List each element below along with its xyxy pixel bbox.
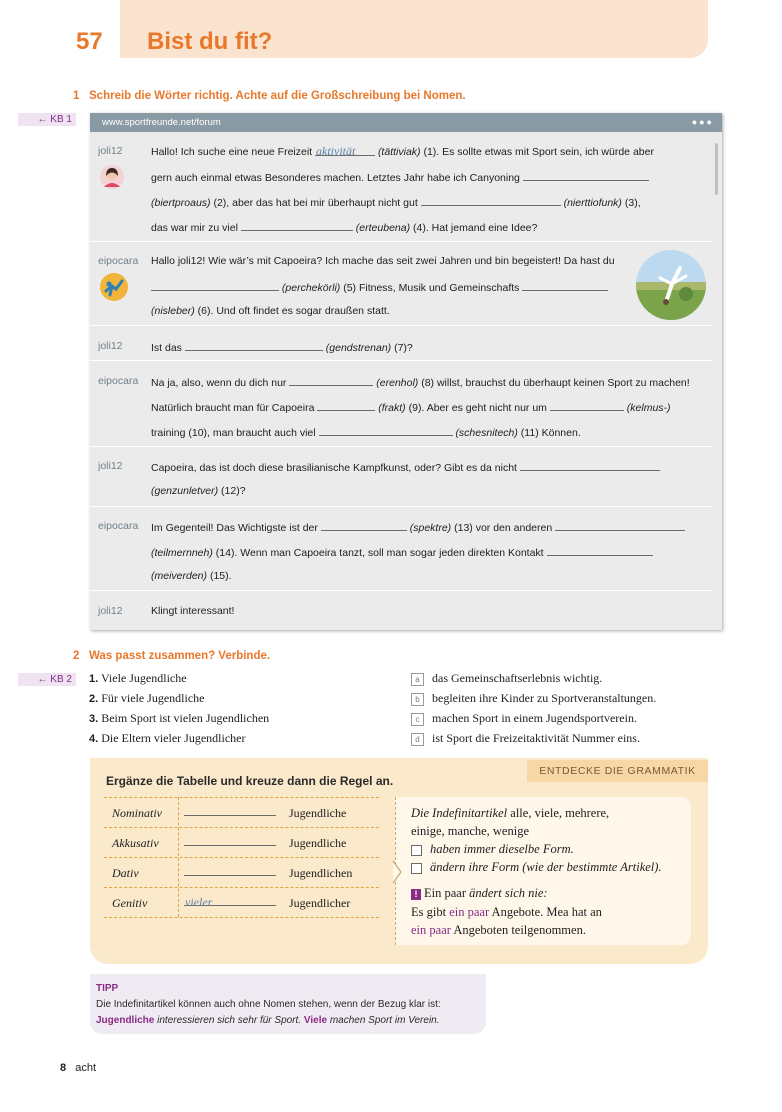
- table-row: Genitiv vieler Jugendlicher: [112, 895, 351, 910]
- post-user: joli12: [98, 145, 123, 157]
- answer-gap[interactable]: [520, 460, 660, 471]
- match-left-item[interactable]: 2. Für viele Jugendliche: [89, 691, 205, 705]
- match-right-item[interactable]: d ist Sport die Freizeitaktivität Nummer eins.: [411, 731, 640, 746]
- tipp-heading: TIPP: [96, 983, 119, 994]
- checkbox[interactable]: [411, 863, 422, 874]
- post-line: (teilmernneh) (14). Wenn man Capoeira tanzt, soll man sogar jeden direkten Kontakt: [151, 545, 653, 559]
- answer-gap[interactable]: [550, 400, 624, 411]
- answer-gap[interactable]: [523, 170, 649, 181]
- rule-example-2: ein paar Angeboten teilgenommen.: [411, 923, 586, 937]
- task1-number: 1: [73, 90, 80, 102]
- post-line: (meiverden) (15).: [151, 570, 232, 582]
- match-left-item[interactable]: 4. Die Eltern vieler Jugendlicher: [89, 731, 246, 745]
- avatar-capoeira-icon: [100, 273, 128, 301]
- rule-option-2[interactable]: ändern ihre Form (wie der bestimmte Artikel).: [411, 860, 662, 875]
- match-right-item[interactable]: a das Gemeinschaftserlebnis wichtig.: [411, 671, 602, 686]
- post-divider: [90, 360, 712, 361]
- post-user: eipocara: [98, 255, 139, 267]
- post-line: Na ja, also, wenn du dich nur (erenhol) (8) willst, brauchst du überhaupt keinen Sport zu machen!: [151, 377, 690, 389]
- task2-instruction: Was passt zusammen? Verbinde.: [89, 650, 271, 662]
- chapter-number-box: [60, 0, 120, 58]
- post-line: Natürlich braucht man für Capoeira (frakt) (9). Aber es geht nicht nur um (kelmus-): [151, 402, 671, 414]
- post-line: Hallo! Ich suche eine neue Freizeit aktivität (tättiviak) (1). Es sollte etwas mit Sport sein, ich würde aber: [151, 144, 654, 158]
- post-user: eipocara: [98, 520, 139, 532]
- post-divider: [90, 325, 712, 326]
- rule-intro-line2: einige, manche, wenige: [411, 824, 530, 838]
- table-gap[interactable]: [184, 865, 276, 876]
- table-gap[interactable]: [184, 805, 276, 816]
- post-line: Klingt interessant!: [151, 605, 235, 617]
- answer-gap[interactable]: [522, 280, 608, 291]
- post-divider: [90, 241, 712, 242]
- grammar-title: Ergänze die Tabelle und kreuze dann die Regel an.: [106, 774, 394, 788]
- match-left-item[interactable]: 1. Viele Jugendliche: [89, 671, 187, 685]
- grammar-tag: ENTDECKE DIE GRAMMATIK: [527, 760, 708, 782]
- answer-gap[interactable]: [319, 425, 453, 436]
- table-row: Akkusativ Jugendliche: [112, 836, 347, 850]
- match-right-item[interactable]: b begleiten ihre Kinder zu Sportveranstaltungen.: [411, 691, 656, 706]
- post-line: Ist das (gendstrenan) (7)?: [151, 342, 413, 354]
- scrollbar-thumb[interactable]: [715, 143, 718, 195]
- post-divider: [90, 446, 712, 447]
- post-line: Hallo joli12! Wie wär’s mit Capoeira? Ich mache das seit zwei Jahren und bin begeistert! Da hast du: [151, 255, 615, 267]
- answer-gap[interactable]: [321, 520, 407, 531]
- checkbox[interactable]: [411, 845, 422, 856]
- page-title: Bist du fit?: [147, 28, 273, 55]
- post-line: gern auch einmal etwas Besonderes machen. Letztes Jahr habe ich Canyoning: [151, 170, 649, 184]
- rule-option-1[interactable]: haben immer dieselbe Form.: [411, 842, 574, 857]
- post-line: (perchekörli) (5) Fitness, Musik und Gemeinschafts: [151, 280, 608, 294]
- page-footer: 8 acht: [60, 1062, 97, 1074]
- avatar-girl-icon: [100, 165, 124, 189]
- url-bar: [90, 113, 722, 132]
- rule-example-1: Es gibt ein paar Angebote. Mea hat an: [411, 905, 602, 919]
- post-user: joli12: [98, 605, 123, 617]
- post-line: Capoeira, das ist doch diese brasilianische Kampfkunst, oder? Gibt es da nicht: [151, 460, 660, 474]
- table-gap[interactable]: [184, 835, 276, 846]
- post-divider: [90, 506, 712, 507]
- answer-gap[interactable]: [241, 220, 353, 231]
- rule-note: ! Ein paar ändert sich nie:: [411, 886, 548, 901]
- chevron-right-icon: [392, 860, 402, 884]
- post-line: training (10), man braucht auch viel (schesnitech) (11) Können.: [151, 427, 581, 439]
- window-menu-icon[interactable]: ●●●: [691, 117, 714, 127]
- kb1-reference: ← KB 1: [18, 113, 76, 126]
- post-line: (biertproaus) (2), aber das hat bei mir überhaupt nicht gut (nierttiofunk) (3),: [151, 197, 641, 209]
- task2-number: 2: [73, 650, 80, 662]
- exclamation-icon: !: [411, 889, 421, 900]
- url-text: www.sportfreunde.net/forum: [102, 117, 221, 128]
- table-row: Nominativ Jugendliche: [112, 806, 347, 820]
- table-gap[interactable]: vieler: [184, 895, 276, 906]
- forum-window: [90, 113, 722, 630]
- answer-gap[interactable]: [547, 545, 653, 556]
- post-user: joli12: [98, 460, 123, 472]
- match-left-item[interactable]: 3. Beim Sport ist vielen Jugendlichen: [89, 711, 270, 725]
- match-right-item[interactable]: c machen Sport in einem Jugendsportverein.: [411, 711, 637, 726]
- answer-gap[interactable]: [151, 280, 279, 291]
- kb2-reference: ← KB 2: [18, 673, 76, 686]
- chapter-number: 57: [76, 28, 103, 55]
- post-line: (genzunletver) (12)?: [151, 485, 246, 497]
- table-line: [104, 917, 379, 918]
- answer-gap[interactable]: [555, 520, 685, 531]
- answer-gap[interactable]: aktivität: [315, 145, 375, 156]
- answer-gap[interactable]: [317, 400, 375, 411]
- rule-intro: Die Indefinitartikel alle, viele, mehrere,: [411, 806, 610, 820]
- post-user: eipocara: [98, 375, 139, 387]
- answer-gap[interactable]: [289, 375, 373, 386]
- tipp-line-2: Jugendliche interessieren sich sehr für Sport. Viele machen Sport im Verein.: [96, 1015, 440, 1026]
- post-user: joli12: [98, 340, 123, 352]
- answer-gap[interactable]: [185, 340, 323, 351]
- table-row: Dativ Jugendlichen: [112, 866, 353, 880]
- post-line: (nisleber) (6). Und oft findet es sogar draußen statt.: [151, 305, 390, 317]
- answer-gap[interactable]: [421, 195, 561, 206]
- post-divider: [90, 590, 712, 591]
- task1-instruction: Schreib die Wörter richtig. Achte auf die Großschreibung bei Nomen.: [89, 90, 466, 102]
- capoeira-photo: [636, 250, 706, 320]
- tipp-line-1: Die Indefinitartikel können auch ohne Nomen stehen, wenn der Bezug klar ist:: [96, 999, 441, 1010]
- post-line: Im Gegenteil! Das Wichtigste ist der (spektre) (13) vor den anderen: [151, 520, 685, 534]
- post-line: das war mir zu viel (erteubena) (4). Hat jemand eine Idee?: [151, 222, 538, 234]
